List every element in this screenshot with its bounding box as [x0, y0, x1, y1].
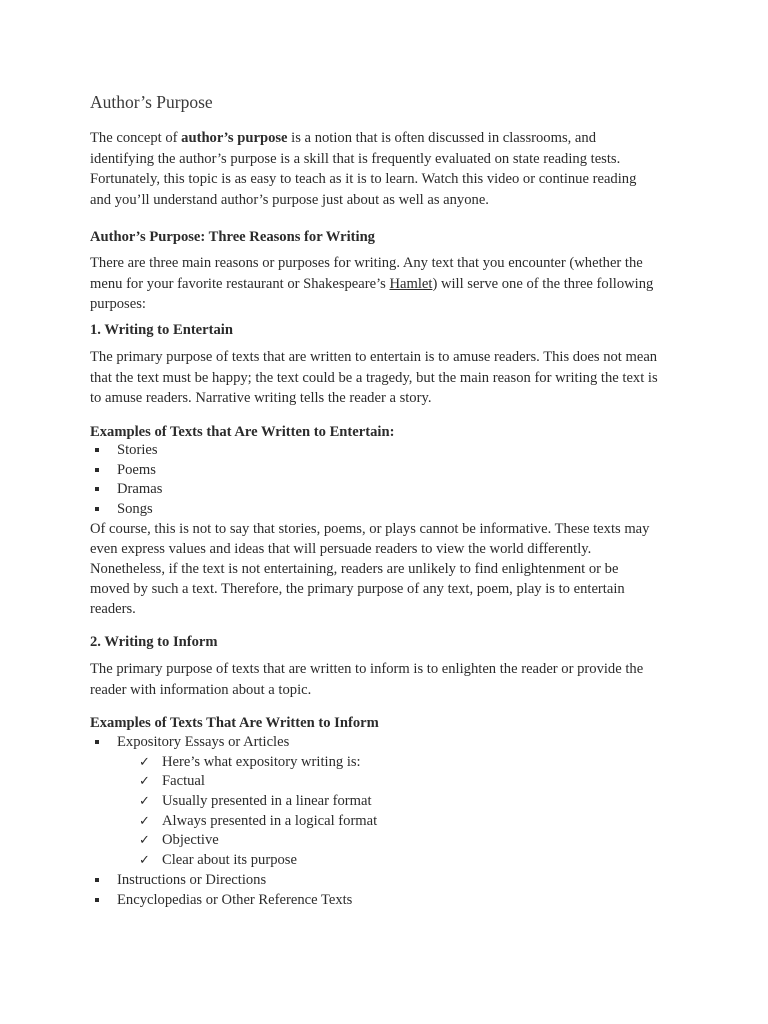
- entertain-after-line: moved by such a text. Therefore, the primary purpose of any text, poem, play is to entertain: [90, 581, 625, 597]
- document-title: Author’s Purpose: [90, 92, 213, 112]
- inform-para-line: reader with information about a topic.: [90, 681, 312, 698]
- inform-para-line: The primary purpose of texts that are written to inform is to enlighten the reader or provide the: [90, 661, 644, 677]
- entertain-heading: 1. Writing to Entertain: [90, 322, 233, 338]
- author-purpose-term: author’s purpose: [181, 130, 288, 146]
- entertain-after-line: even express values and ideas that will persuade readers to view the world differently.: [90, 541, 592, 557]
- hamlet-link[interactable]: Hamlet: [389, 275, 433, 292]
- three-reasons-paragraph: [90, 253, 690, 315]
- inform-examples-heading: Examples of Texts That Are Written to Inform: [90, 715, 379, 731]
- square-bullet-icon: [95, 468, 99, 472]
- entertain-para-line: to amuse readers. Narrative writing tells the reader a story.: [90, 390, 432, 406]
- inform-heading: 2. Writing to Inform: [90, 634, 218, 650]
- checkmark-icon: ✓: [139, 754, 150, 770]
- entertain-para-line: The primary purpose of texts that are written to entertain is to amuse readers. This does not mean: [90, 349, 658, 365]
- entertain-examples-heading: Examples of Texts that Are Written to Entertain:: [90, 424, 395, 440]
- checkmark-icon: ✓: [139, 853, 150, 869]
- checkmark-icon: ✓: [139, 794, 150, 810]
- inform-paragraph: [90, 659, 690, 700]
- intro-paragraph: [90, 128, 690, 210]
- intro-line-4: and you’ll understand author’s purpose just about as well as anyone.: [90, 191, 489, 208]
- entertain-after-line: Nonetheless, if the text is not entertaining, readers are unlikely to find enlightenment or be: [90, 561, 619, 577]
- checkmark-icon: ✓: [139, 833, 150, 849]
- intro-line-2: identifying the author’s purpose is a skill that is frequently evaluated on state reading tests.: [90, 150, 621, 167]
- entertain-paragraph: [90, 347, 690, 409]
- square-bullet-icon: [95, 878, 99, 882]
- intro-line-3: Fortunately, this topic is as easy to teach as it is to learn. Watch this video or continue reading: [90, 171, 637, 187]
- square-bullet-icon: [95, 740, 99, 744]
- three-reasons-line-2: menu for your favorite restaurant or Shakespeare’s Hamlet) will serve one of the three following: [90, 275, 654, 292]
- square-bullet-icon: [95, 507, 99, 511]
- entertain-after-line: readers.: [90, 601, 136, 617]
- square-bullet-icon: [95, 487, 99, 491]
- entertain-para-line: that the text must be happy; the text could be a tragedy, but the main reason for writing the text is: [90, 369, 658, 386]
- square-bullet-icon: [95, 898, 99, 902]
- checkmark-icon: ✓: [139, 813, 150, 829]
- intro-line-1: The concept of author’s purpose is a notion that is often discussed in classrooms, and: [90, 130, 596, 146]
- three-reasons-heading: Author’s Purpose: Three Reasons for Writing: [90, 229, 375, 245]
- square-bullet-icon: [95, 448, 99, 452]
- three-reasons-line-1: There are three main reasons or purposes for writing. Any text that you encounter (whether the: [90, 255, 643, 271]
- checkmark-icon: ✓: [139, 774, 150, 790]
- entertain-after-paragraph: [90, 519, 690, 619]
- entertain-after-line: Of course, this is not to say that stories, poems, or plays cannot be informative. These texts may: [90, 521, 650, 537]
- three-reasons-line-3: purposes:: [90, 296, 146, 312]
